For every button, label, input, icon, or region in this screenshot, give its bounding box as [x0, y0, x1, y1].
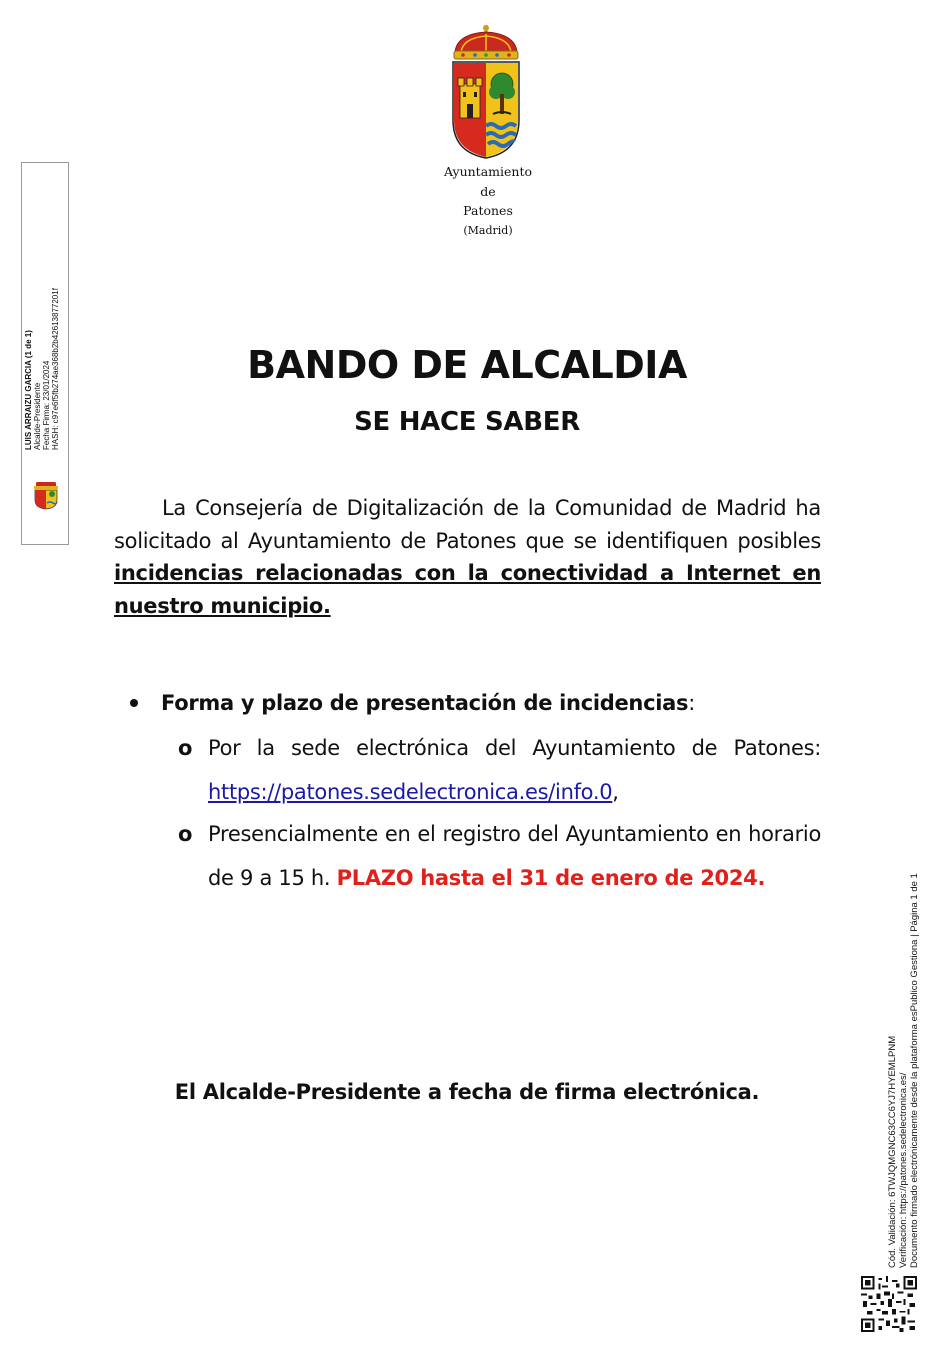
body-paragraph-emphasis: incidencias relacionadas con la conectividad a Internet en nuestro municipio. — [114, 561, 821, 618]
shield-icon — [453, 62, 519, 158]
body-paragraph — [114, 492, 821, 622]
crown-icon — [454, 25, 518, 59]
signer-role: Alcalde-Presidente — [33, 382, 42, 450]
validation-code: Cód. Validación: 6TWJQMGNC63CC6YJ7HYEMLPNM — [887, 1035, 898, 1268]
signature-date: Fecha Firma: 23/01/2024 — [42, 360, 51, 450]
validation-text — [887, 873, 920, 1268]
bullet-heading-colon: : — [688, 691, 695, 715]
crest-caption-line1: Ayuntamiento — [443, 164, 532, 179]
closing-signature-line: El Alcalde-Presidente a fecha de firma electrónica. — [174, 1080, 760, 1104]
item2-text: Presencialmente en el registro del Ayuntamiento en horario de 9 a 15 h. — [208, 822, 821, 890]
sub-bullet-marker: o — [178, 822, 193, 846]
sede-electronica-link[interactable]: https://patones.sedelectronica.es/info.0 — [208, 779, 613, 804]
crest-caption-line4: (Madrid) — [463, 223, 513, 237]
municipal-crest-icon — [449, 22, 523, 160]
validation-url: Verificación: https://patones.sedelectronica.es/ — [898, 1072, 909, 1268]
validation-document-note: Documento firmado electrónicamente desde la plataforma esPublico Gestiona | Página 1 de 1 — [909, 873, 920, 1268]
signature-stamp-text — [24, 288, 60, 450]
signer-name: LUIS ARRAIZU GARCIA (1 de 1) — [24, 330, 33, 450]
bullet-dot-icon — [130, 699, 138, 707]
document-title: BANDO DE ALCALDIA — [247, 343, 687, 387]
crest-caption-line2: de — [480, 183, 496, 199]
crest-caption-line3: Patones — [463, 203, 513, 218]
crest-caption — [418, 162, 558, 240]
bullet-heading-text: Forma y plazo de presentación de incidencias — [161, 691, 689, 715]
item1-tail: , — [612, 779, 619, 804]
small-crest-icon — [28, 480, 64, 510]
qr-code-icon[interactable] — [861, 1276, 917, 1332]
item1-text: Por la sede electrónica del Ayuntamiento de Patones: — [208, 736, 821, 760]
document-subtitle: SE HACE SABER — [354, 407, 580, 437]
deadline-text: PLAZO hasta el 31 de enero de 2024. — [336, 865, 766, 890]
sub-bullet-marker: o — [178, 736, 193, 760]
signature-hash: HASH: c97e6f5fb274ae368b2b42613877201f — [51, 288, 60, 450]
body-paragraph-text: La Consejería de Digitalización de la Comunidad de Madrid ha solicitado al Ayuntamiento de Patones que se identifiquen posibles — [114, 496, 821, 553]
